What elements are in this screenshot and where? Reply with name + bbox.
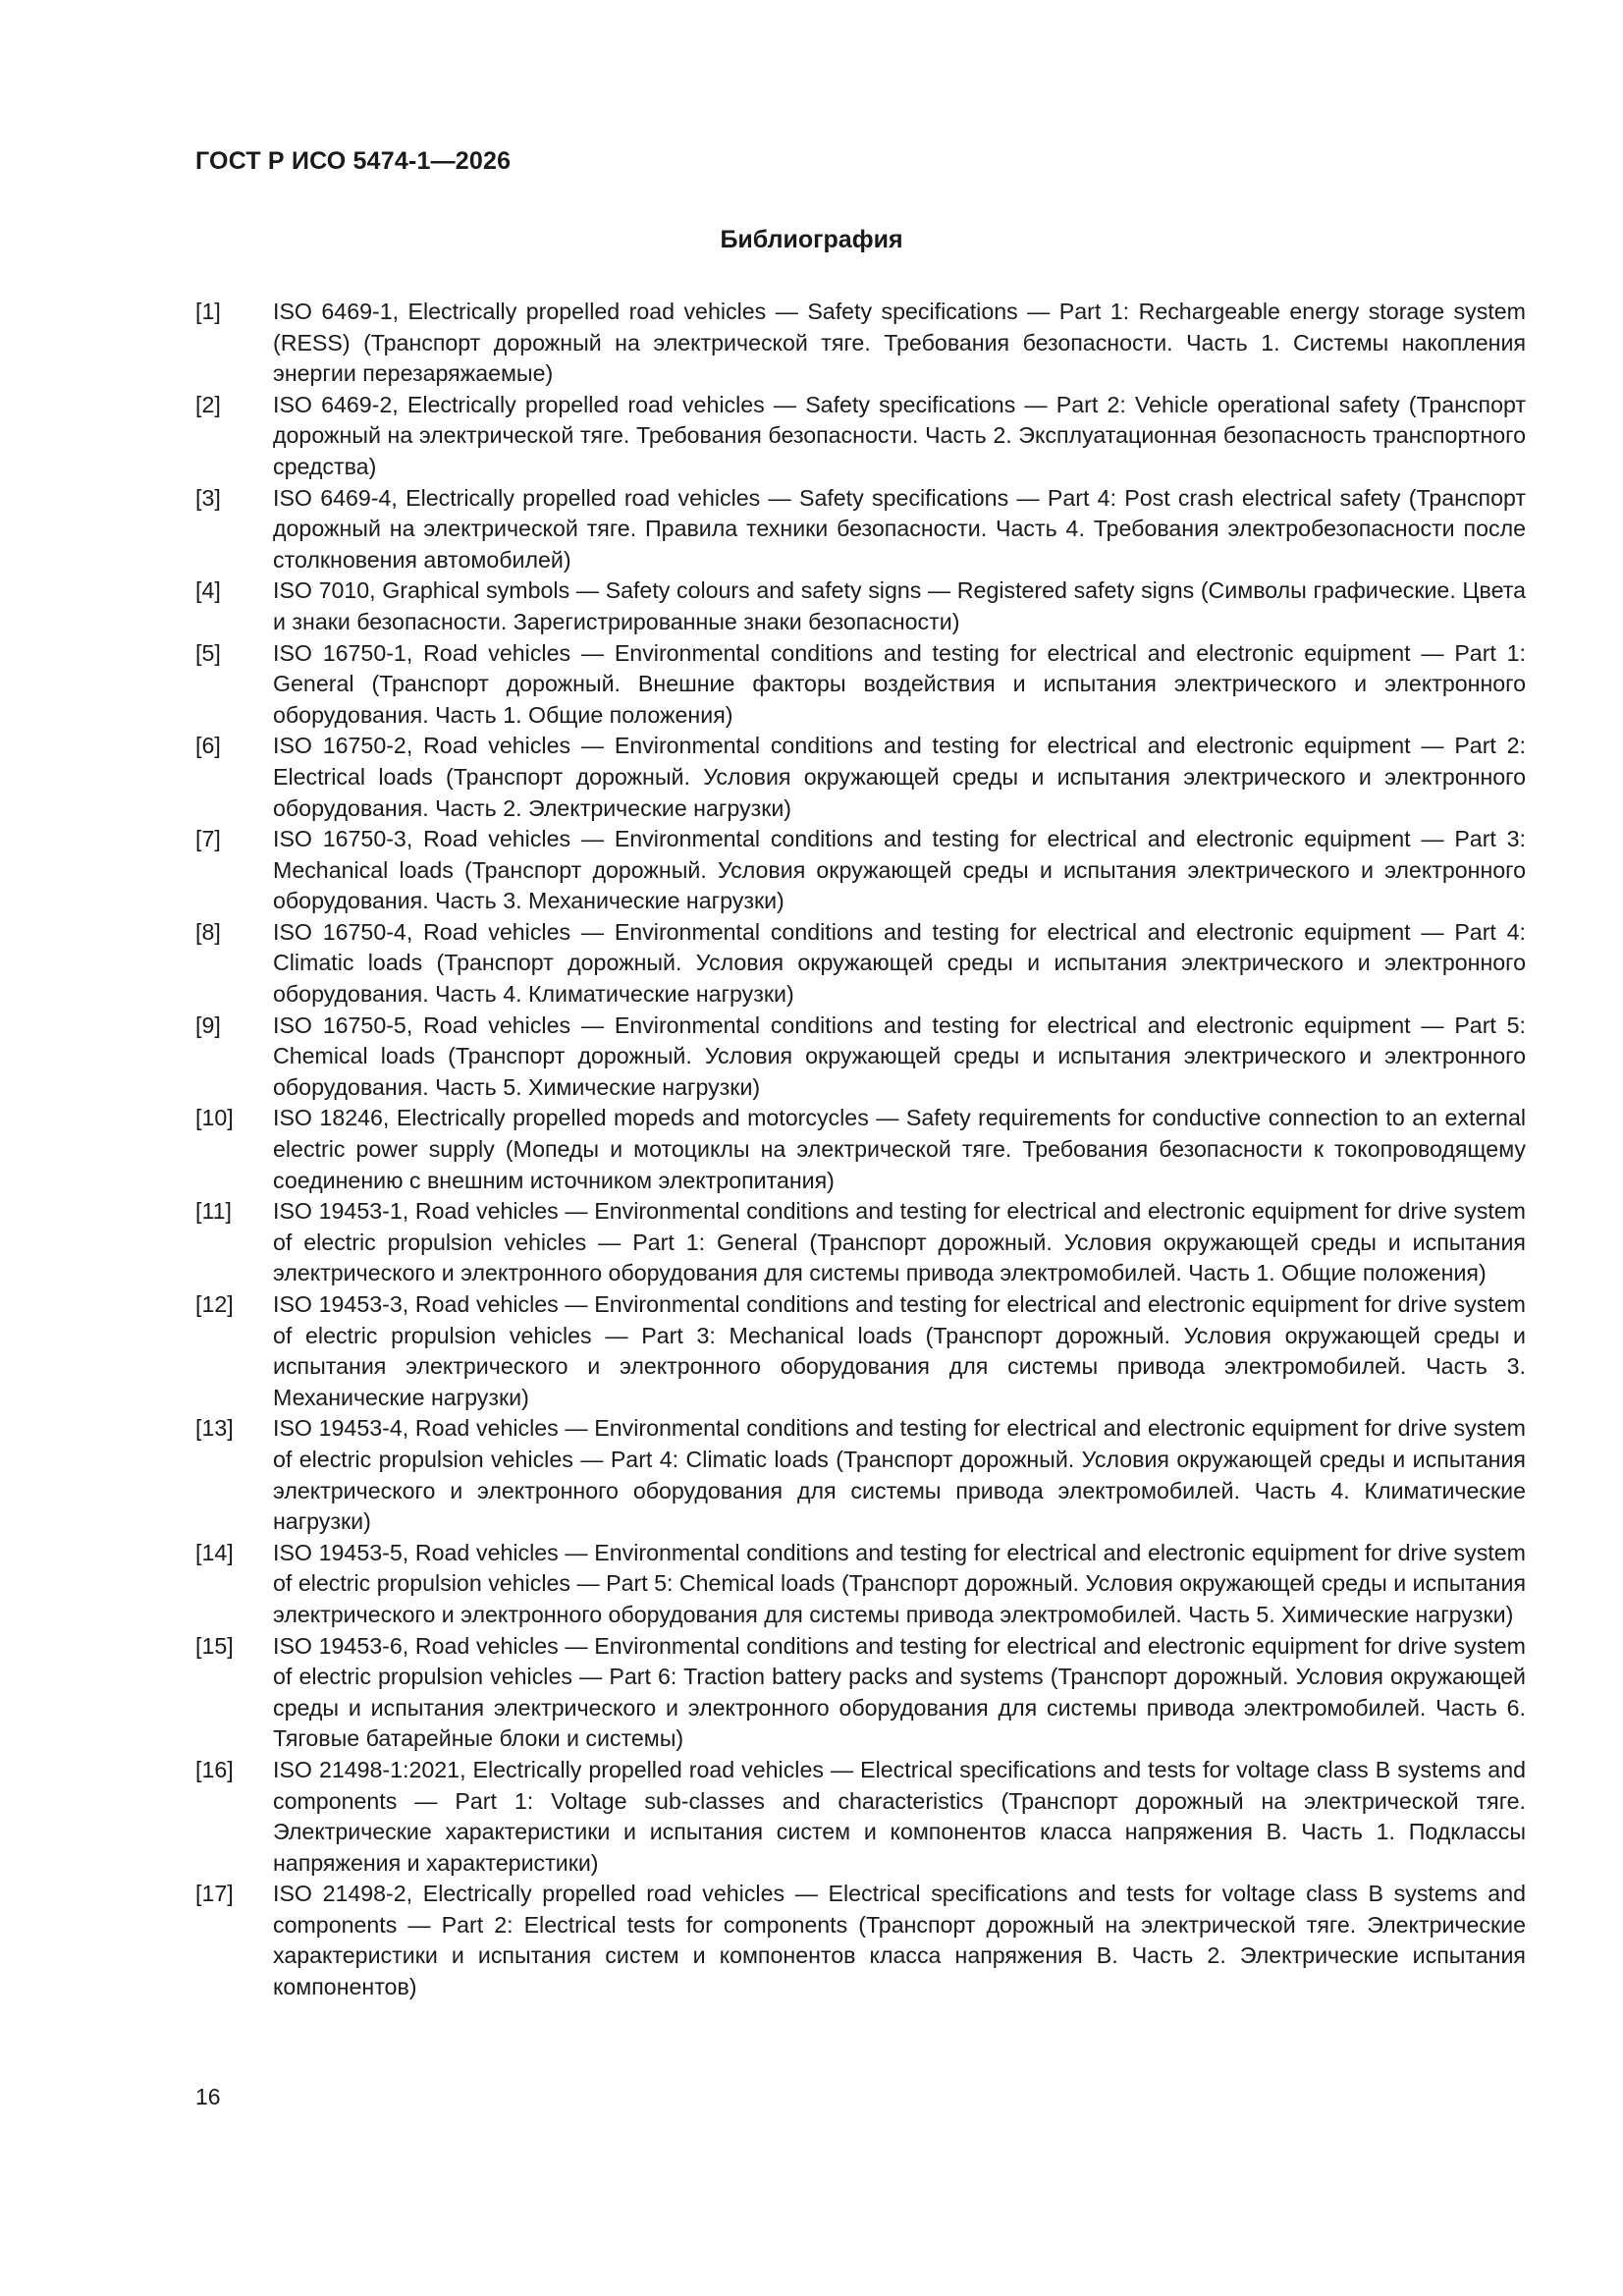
reference-text: ISO 6469-1, Electrically propelled road vehicles — Safety specifications — Part 1: Rechargeable energy storage system (RESS) (Транспорт дорожный на электрической тяге. Требования безопасности. Часть 1. Системы накопления энергии перезаряжаемые) bbox=[273, 299, 1526, 387]
reference-number: [17] bbox=[195, 1881, 234, 1907]
reference-number: [3] bbox=[195, 484, 221, 511]
reference-text: ISO 19453-5, Road vehicles — Environmental conditions and testing for electrical and electronic equipment for drive system of electric propulsion vehicles — Part 5: Chemical loads (Транспорт дорожный. Условия окружающей среды и испытания электрического и электронного оборудования для системы привода электромобилей. Часть 5. Химические нагрузки) bbox=[273, 1539, 1526, 1627]
bibliography-item bbox=[195, 1538, 1526, 1631]
reference-number: [9] bbox=[195, 1011, 221, 1038]
bibliography-item bbox=[195, 575, 1526, 637]
bibliography-item bbox=[195, 1011, 1526, 1104]
reference-text: ISO 19453-3, Road vehicles — Environmental conditions and testing for electrical and electronic equipment for drive system of electric propulsion vehicles — Part 3: Mechanical loads (Транспорт дорожный. Условия окружающей среды и испытания электрического и электронного оборудования для системы привода электромобилей. Часть 3. Механические нагрузки) bbox=[273, 1291, 1526, 1410]
reference-text: ISO 21498-2, Electrically propelled road vehicles — Electrical specifications and tests for voltage class B systems and components — Part 2: Electrical tests for components (Транспорт дорожный на электрической тяге. Электрические характеристики и испытания систем и компонентов класса напряжения В. Часть 2. Электрические испытания компонентов) bbox=[273, 1881, 1526, 2000]
bibliography-item bbox=[195, 1196, 1526, 1289]
bibliography-item bbox=[195, 1103, 1526, 1196]
reference-number: [12] bbox=[195, 1291, 234, 1317]
reference-number: [4] bbox=[195, 577, 221, 604]
reference-number: [2] bbox=[195, 391, 221, 417]
reference-text: ISO 16750-4, Road vehicles — Environmental conditions and testing for electrical and electronic equipment — Part 4: Climatic loads (Транспорт дорожный. Условия окружающей среды и испытания электрического и электронного оборудования. Часть 4. Климатические нагрузки) bbox=[273, 918, 1526, 1008]
reference-text: ISO 16750-1, Road vehicles — Environmental conditions and testing for electrical and electronic equipment — Part 1: General (Транспорт дорожный. Внешние факторы воздействия и испытания электрического и электронного оборудования. Часть 1. Общие положения) bbox=[273, 639, 1526, 728]
reference-number: [1] bbox=[195, 299, 221, 324]
bibliography-item bbox=[195, 917, 1526, 1011]
reference-number: [7] bbox=[195, 826, 221, 852]
reference-number: [6] bbox=[195, 733, 221, 759]
reference-number: [14] bbox=[195, 1539, 234, 1565]
bibliography-item bbox=[195, 731, 1526, 824]
reference-text: ISO 19453-6, Road vehicles — Environmental conditions and testing for electrical and electronic equipment for drive system of electric propulsion vehicles — Part 6: Traction battery packs and systems (Транспорт дорожный. Условия окружающей среды и испытания электрического и электронного оборудования для системы привода электромобилей. Часть 6. Тяговые батарейные блоки и системы) bbox=[273, 1632, 1526, 1752]
bibliography-item bbox=[195, 297, 1526, 390]
bibliography-item bbox=[195, 638, 1526, 732]
reference-text: ISO 19453-1, Road vehicles — Environmental conditions and testing for electrical and electronic equipment for drive system of electric propulsion vehicles — Part 1: General (Транспорт дорожный. Условия окружающей среды и испытания электрического и электронного оборудования для системы привода электромобилей. Часть 1. Общие положения) bbox=[273, 1198, 1526, 1286]
reference-text: ISO 7010, Graphical symbols — Safety colours and safety signs — Registered safety signs (Символы графические. Цвета и знаки безопасности. Зарегистрированные знаки безопасности) bbox=[273, 577, 1526, 634]
reference-number: [16] bbox=[195, 1756, 234, 1782]
reference-number: [15] bbox=[195, 1632, 234, 1659]
bibliography-item bbox=[195, 824, 1526, 917]
page-number: 16 bbox=[195, 2084, 221, 2109]
reference-text: ISO 18246, Electrically propelled mopeds and motorcycles — Safety requirements for conductive connection to an external electric power supply (Мопеды и мотоциклы на электрической тяге. Требования безопасности к токопроводящему соединению с внешним источником электропитания) bbox=[273, 1105, 1526, 1193]
reference-number: [10] bbox=[195, 1105, 234, 1131]
bibliography-item bbox=[195, 1755, 1526, 1879]
bibliography-item bbox=[195, 390, 1526, 483]
reference-number: [5] bbox=[195, 639, 221, 666]
reference-text: ISO 19453-4, Road vehicles — Environmental conditions and testing for electrical and electronic equipment for drive system of electric propulsion vehicles — Part 4: Climatic loads (Транспорт дорожный. Условия окружающей среды и испытания электрического и электронного оборудования для системы привода электромобилей. Часть 4. Климатические нагрузки) bbox=[273, 1415, 1526, 1535]
reference-text: ISO 6469-2, Electrically propelled road vehicles — Safety specifications — Part 2: Vehicle operational safety (Транспорт дорожный на электрической тяге. Требования безопасности. Часть 2. Эксплуатационная безопасность транспортного средства) bbox=[273, 391, 1526, 479]
reference-text: ISO 21498-1:2021, Electrically propelled road vehicles — Electrical specifications and tests for voltage class B systems and components — Part 1: Voltage sub-classes and characteristics (Транспорт дорожный на электрической тяге. Электрические характеристики и испытания систем и компонентов класса напряжения В. Часть 1. Подклассы напряжения и характеристики) bbox=[273, 1756, 1526, 1876]
reference-number: [11] bbox=[195, 1198, 232, 1225]
reference-text: ISO 16750-5, Road vehicles — Environmental conditions and testing for electrical and electronic equipment — Part 5: Chemical loads (Транспорт дорожный. Условия окружающей среды и испытания электрического и электронного оборудования. Часть 5. Химические нагрузки) bbox=[273, 1011, 1526, 1100]
section-title: Библиография bbox=[720, 226, 903, 253]
bibliography-item bbox=[195, 1879, 1526, 2002]
reference-number: [13] bbox=[195, 1415, 234, 1442]
bibliography-item bbox=[195, 1413, 1526, 1537]
document-header: ГОСТ Р ИСО 5474-1—2026 bbox=[195, 147, 512, 175]
reference-text: ISO 16750-2, Road vehicles — Environmental conditions and testing for electrical and electronic equipment — Part 2: Electrical loads (Транспорт дорожный. Условия окружающей среды и испытания электрического и электронного оборудования. Часть 2. Электрические нагрузки) bbox=[273, 733, 1526, 821]
reference-number: [8] bbox=[195, 918, 221, 945]
bibliography-item bbox=[195, 1631, 1526, 1755]
bibliography-list bbox=[195, 297, 1526, 2003]
bibliography-item bbox=[195, 483, 1526, 576]
reference-text: ISO 6469-4, Electrically propelled road vehicles — Safety specifications — Part 4: Post crash electrical safety (Транспорт дорожный на электрической тяге. Правила техники безопасности. Часть 4. Требования электробезопасности после столкновения автомобилей) bbox=[273, 484, 1526, 573]
reference-text: ISO 16750-3, Road vehicles — Environmental conditions and testing for electrical and electronic equipment — Part 3: Mechanical loads (Транспорт дорожный. Условия окружающей среды и испытания электрического и электронного оборудования. Часть 3. Механические нагрузки) bbox=[273, 826, 1526, 914]
bibliography-item bbox=[195, 1289, 1526, 1413]
